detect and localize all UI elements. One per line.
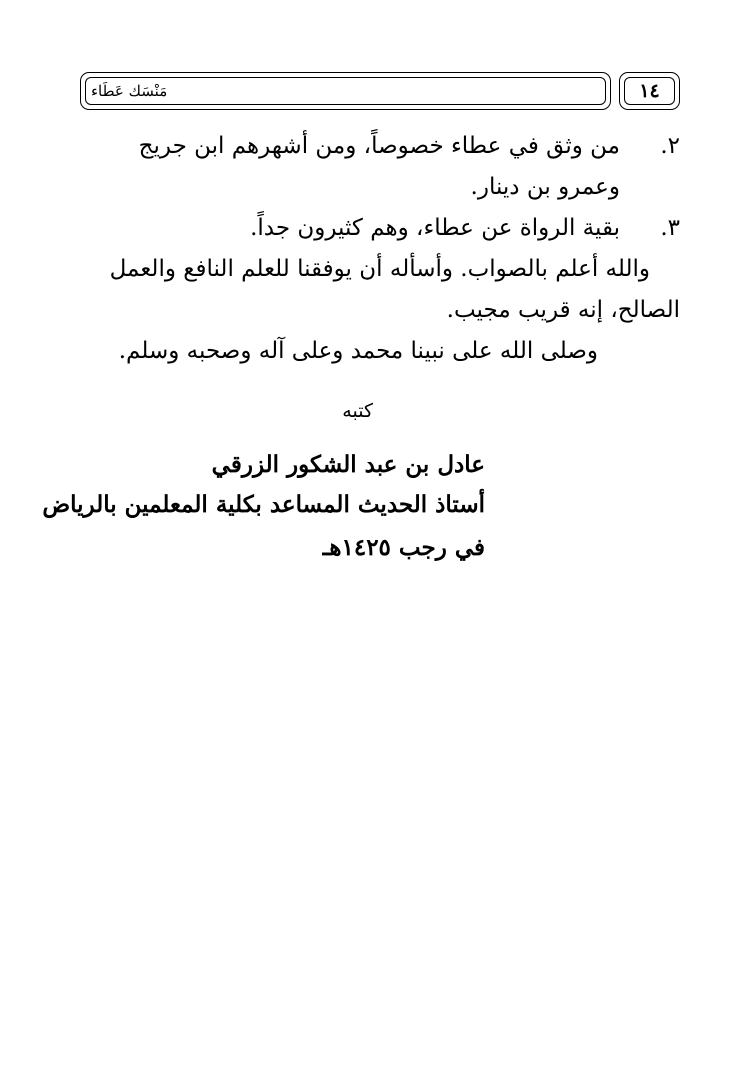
signature-date: في رجب ١٤٢٥هـ [322, 534, 485, 561]
running-header-title: مَنْسَك عَطَاء [91, 82, 168, 100]
page-number-frame [619, 72, 680, 110]
list-item-number: ٣. [660, 215, 680, 241]
signature-wrote-it: كتبه [342, 400, 373, 422]
page-number: ١٤ [639, 80, 660, 102]
running-header-frame [80, 72, 611, 110]
list-item-3 [80, 208, 680, 249]
list-item-text: من وثق في عطاء خصوصاً، ومن أشهرهم ابن جريج وعمرو بن دينار. [138, 133, 620, 200]
closing-paragraph: والله أعلم بالصواب. وأسأله أن يوفقنا للعلم النافع والعمل الصالح، إنه قريب مجيب. [109, 256, 680, 323]
list-item-2 [80, 126, 680, 208]
signature-author-name: عادل بن عبد الشكور الزرقي [211, 451, 485, 478]
signature-author-title: أستاذ الحديث المساعد بكلية المعلمين بالرياض [42, 491, 485, 518]
list-item-number: ٢. [660, 133, 680, 159]
list-item-text: بقية الرواة عن عطاء، وهم كثيرون جداً. [250, 215, 620, 241]
salawat-line: وصلى الله على نبينا محمد وعلى آله وصحبه وسلم. [118, 338, 598, 364]
page-body [80, 126, 680, 372]
